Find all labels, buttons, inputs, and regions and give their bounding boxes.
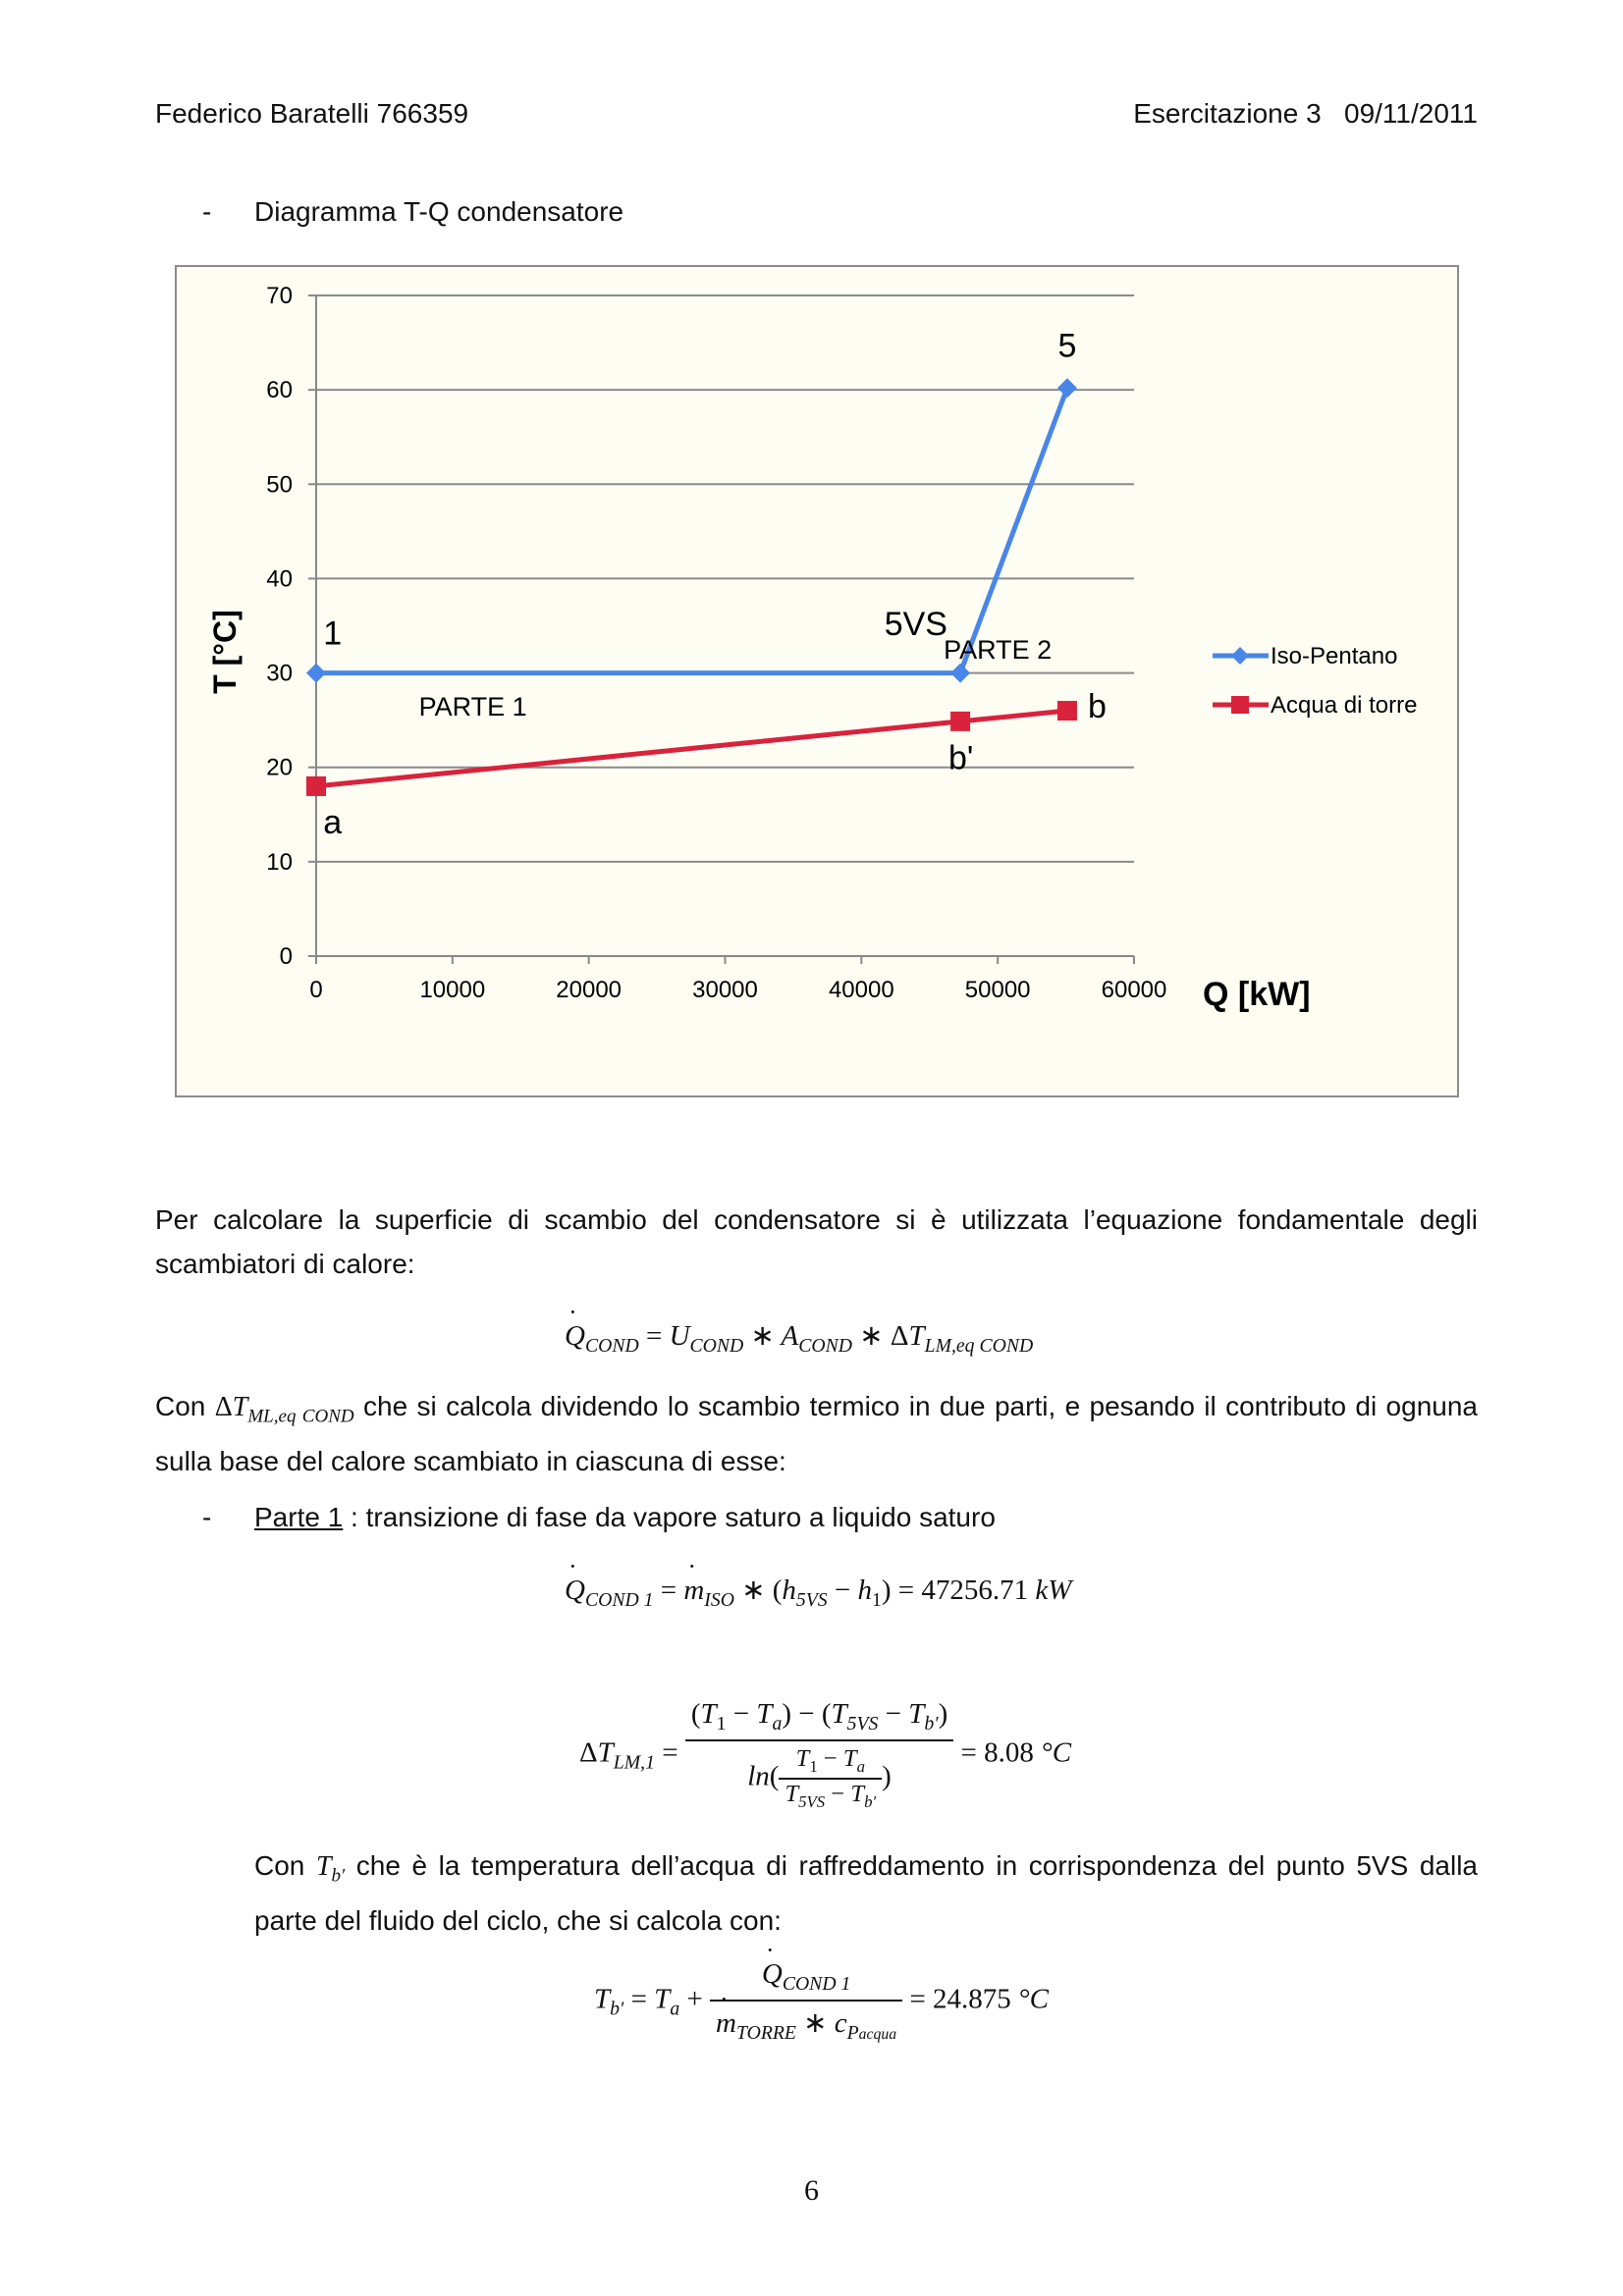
x-tick-label: 40000 (828, 977, 894, 1003)
delta-t-ml-symbol: $\Delta T_{ML,eq COND}$ (214, 1392, 354, 1427)
legend-marker-square (1231, 696, 1249, 714)
x-tick-label: 60000 (1101, 977, 1167, 1003)
parte1-rest: : transizione di fase da vapore saturo a liquido saturo (343, 1502, 996, 1532)
eq4-fraction: ˙ $Q_{COND 1}$ ˙ $m_{TORRE}$ ∗ $c_{Pacqua}$ (710, 1958, 902, 2045)
y-tick-label: 40 (266, 565, 293, 593)
x-tick-label: 10000 (419, 977, 486, 1003)
annotation-label: 1 (323, 614, 343, 653)
annotation-label: 5 (1057, 327, 1077, 365)
section-bullet: - (202, 196, 212, 227)
equation-3: $\Delta T_{LM,1}$ = $(T_1 - T_a) - (T_{5VS} - T_{b'})$ ln( $\frac{T_1 - T_a}{T_{5VS} - T_{b'}}$ ) = 8.08 °C (579, 1698, 1072, 1811)
annotation-label: PARTE 2 (944, 635, 1053, 666)
paragraph-2-post: che si calcola dividendo lo scambio termico in due parti, e pesando il contributo di ognuna sulla base del calore scambiato in ciascuna di esse: (155, 1391, 1478, 1476)
parte1-line (254, 1502, 996, 1533)
parte1-label: Parte 1 (254, 1502, 344, 1532)
chart-container (175, 265, 1459, 1097)
chart-legend (1213, 643, 1417, 719)
page-number: 6 (804, 2174, 819, 2207)
equation-2: ˙ $Q_{COND 1}$ = ˙ $m_{ISO}$ ∗ $(h_{5VS} - h_1) = 47256.71$ kW (565, 1573, 1071, 1612)
equation-1: ˙ $Q_{COND} = U_{COND}$ ∗ $A_{COND}$ ∗ $\Delta T_{LM,eq COND}$ (565, 1318, 1033, 1358)
eq2-unit: kW (1035, 1575, 1072, 1606)
annotation-label: a (323, 804, 343, 842)
y-tick-label: 10 (266, 848, 293, 876)
tb-prime-symbol: $T_{b'}$ (315, 1851, 346, 1887)
y-tick-label: 20 (266, 754, 293, 781)
bullet-2: - (202, 1502, 212, 1532)
y-tick-label: 60 (266, 377, 293, 404)
section-title: Diagramma T-Q condensatore (254, 196, 624, 227)
eq3-result: 8.08 (984, 1736, 1034, 1769)
y-tick-label: 0 (279, 943, 293, 970)
x-tick-label: 20000 (556, 977, 622, 1003)
data-point-acqua-di-torre (306, 776, 326, 796)
annotation-label: b' (947, 739, 974, 777)
data-point-acqua-di-torre (950, 712, 970, 731)
chart-series (306, 378, 1077, 796)
y-tick-label: 50 (266, 471, 293, 499)
header-exercise: Esercitazione 3 09/11/2011 (1133, 98, 1478, 129)
paragraph-1: Per calcolare la superficie di scambio del condensatore si è utilizzata l’equazione fondamentale degli scambiatori di calore: (155, 1204, 1478, 1279)
legend-marker-diamond (1231, 647, 1249, 665)
chart-annotations (323, 327, 1107, 841)
eq4-result: 24.875 (933, 1983, 1011, 2015)
data-point-iso-pentano (1057, 378, 1077, 398)
data-point-iso-pentano (950, 664, 970, 683)
legend-entry: Acqua di torre (1271, 692, 1418, 719)
x-tick-label: 30000 (692, 977, 758, 1003)
chart-grid (308, 295, 1134, 964)
x-axis-label: Q [kW] (1203, 976, 1311, 1013)
tq-chart (177, 267, 1457, 1095)
annotation-label: PARTE 1 (418, 691, 527, 721)
y-axis-label: T [°C] (207, 610, 243, 694)
paragraph-3-post: che è la temperatura dell’acqua di raffreddamento in corrispondenza del punto 5VS dalla parte del fluido del ciclo, che si calcola con: (254, 1850, 1478, 1936)
x-ticks (309, 977, 1166, 1003)
paragraph-2-pre: Con (155, 1391, 215, 1421)
x-tick-label: 50000 (964, 977, 1031, 1003)
header-author: Federico Baratelli 766359 (155, 98, 469, 129)
eq3-fraction: $(T_1 - T_a) - (T_{5VS} - T_{b'})$ ln( $\frac{T_1 - T_a}{T_{5VS} - T_{b'}}$ ) (685, 1698, 953, 1812)
data-point-iso-pentano (306, 664, 326, 683)
eq2-result: 47256.71 (921, 1575, 1029, 1606)
paragraph-3-pre: Con (254, 1850, 316, 1881)
eq4-unit: °C (1018, 1983, 1049, 2015)
y-tick-label: 30 (266, 660, 293, 687)
legend-entry: Iso-Pentano (1271, 643, 1398, 669)
x-tick-label: 0 (309, 977, 323, 1003)
series-line-iso-pentano (316, 388, 1067, 672)
paragraph-2 (155, 1384, 1478, 1483)
y-ticks (266, 283, 293, 970)
equation-4: $T_{b'} = T_a$ + ˙ $Q_{COND 1}$ ˙ $m_{TORRE}$ ∗ $c_{Pacqua}$ = 24.875 °C (594, 1958, 1049, 2045)
annotation-label: 5VS (884, 606, 947, 644)
y-tick-label: 70 (266, 283, 293, 309)
eq3-unit: °C (1041, 1736, 1072, 1769)
paragraph-3 (254, 1843, 1478, 1943)
annotation-label: b (1088, 687, 1107, 725)
data-point-acqua-di-torre (1057, 701, 1077, 721)
